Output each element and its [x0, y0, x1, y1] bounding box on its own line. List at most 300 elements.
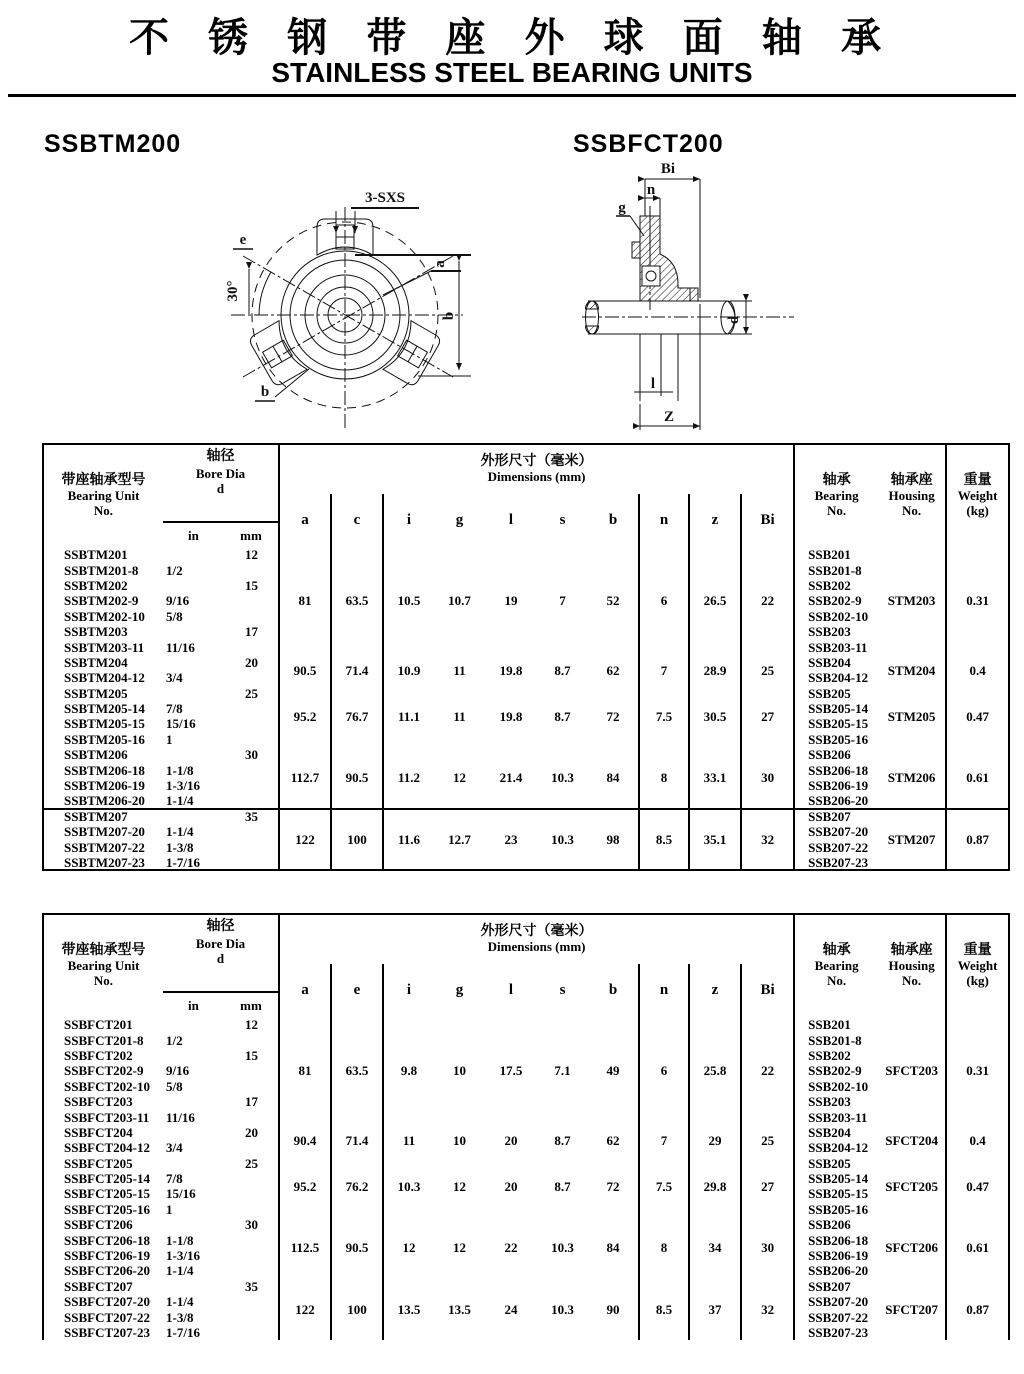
dim-g-cell: 10 [453, 1063, 467, 1079]
bore-in-cell: 1 [166, 1201, 173, 1217]
dim-i-cell: 9.8 [383, 1017, 434, 1125]
dim-a-cell: 95.2 [279, 686, 331, 748]
weight-cell: 0.31 [946, 547, 1009, 655]
bore-mm-cell [225, 1140, 279, 1155]
dim-a-cell: 112.5 [279, 1217, 331, 1279]
dim-label-3sxs: 3-SXS [364, 190, 406, 206]
bearing-no-cell: SSB205 [794, 1156, 878, 1171]
weight-cell: 0.4 [946, 655, 1009, 686]
dim-col-label: n [639, 494, 689, 547]
unit-no-cell: SSBFCT206 [64, 1217, 133, 1233]
dim-b-cell: 98 [588, 809, 639, 871]
weight-cell: 0.87 [946, 809, 1009, 871]
dim-col-label: a [279, 494, 331, 547]
dim-n-cell: 8 [639, 1217, 689, 1279]
bearing-no-cell: SSB206-19 [794, 778, 878, 793]
bore-mm-cell [225, 1186, 279, 1201]
unit-no-cell: SSBFCT201 [64, 1017, 133, 1033]
bore-mm-cell [225, 778, 279, 793]
dim-label-z: Z [663, 409, 675, 425]
dim-b-cell: 90 [606, 1301, 620, 1317]
dim-z-cell: 29.8 [689, 1156, 741, 1218]
unit-no-cell: SSBFCT205-16 [64, 1201, 150, 1217]
unit-no-cell: SSBFCT201-8 [64, 1032, 144, 1048]
dim-Bi-cell: 30 [741, 747, 794, 809]
bearing-no-cell: SSB206-18 [794, 762, 878, 777]
table-row [43, 655, 1009, 670]
bearing-no-cell: SSB205-15 [794, 716, 878, 731]
bore-mm-cell: 17 [245, 624, 258, 640]
dim-l-cell: 21.4 [499, 769, 523, 785]
dim-col-label: b [608, 512, 618, 529]
col-header-bore-dia: 轴径 Bore Dia d in mm [163, 444, 279, 547]
dim-a-cell: 81 [279, 547, 331, 655]
unit-no-cell: SSBFCT206-19 [64, 1248, 150, 1264]
unit-no-cell: SSBTM203 [64, 624, 128, 640]
dim-a-cell: 81 [279, 1017, 331, 1125]
bearing-no-cell: SSB203-11 [794, 1109, 878, 1124]
dim-s-cell: 8.7 [554, 708, 571, 724]
bearing-no-cell: SSB203-11 [794, 639, 878, 654]
dim-n-cell: 6 [639, 547, 689, 655]
unit-no-cell: SSBFCT203 [64, 1094, 133, 1110]
col-header-dimensions: 外形尺寸（毫米） Dimensions (mm) [279, 444, 794, 494]
bore-mm-cell [225, 1171, 279, 1186]
unit-no-cell: SSBTM205-16 [64, 731, 145, 747]
housing-no-cell: SFCT206 [885, 1240, 938, 1256]
dim-i-cell: 12 [383, 1217, 434, 1279]
bore-in-cell: 9/16 [166, 1063, 190, 1079]
unit-no-cell: SSBFCT203-11 [64, 1109, 150, 1125]
housing-no-cell: STM204 [887, 662, 936, 678]
bore-in-cell: 1/2 [166, 1032, 183, 1048]
bore-mm-cell [225, 593, 279, 608]
unit-no-cell: SSBTM202-10 [64, 608, 145, 624]
dim-col-label: l [508, 512, 514, 529]
bore-in-cell: 1-1/8 [166, 1232, 194, 1248]
bearing-no-cell: SSB205-16 [794, 732, 878, 747]
bearing-no-cell: SSB207-23 [794, 1325, 878, 1340]
table-row [43, 1017, 1009, 1032]
dim-e-cell: 63.5 [331, 1017, 383, 1125]
bore-mm-cell [225, 639, 279, 654]
dim-e-cell: 90.5 [331, 1217, 383, 1279]
bore-mm-cell: 12 [245, 547, 258, 563]
bore-in-cell: 1-3/8 [166, 1309, 194, 1325]
bearing-no-cell: SSB204 [794, 1125, 878, 1140]
housing-no-cell: STM206 [887, 769, 936, 785]
dim-col-label: z [689, 964, 741, 1017]
dim-col-label: Bi [741, 494, 794, 547]
bore-mm-cell: 15 [245, 577, 258, 593]
bore-mm-cell: 35 [245, 1278, 258, 1294]
page-title-cn: 不 锈 钢 带 座 外 球 面 轴 承 [128, 16, 896, 60]
dim-col-label: c [331, 494, 383, 547]
dim-z-cell: 34 [689, 1217, 741, 1279]
bearing-no-cell: SSB207-22 [794, 839, 878, 854]
bearing-no-cell: SSB202-10 [794, 1079, 878, 1094]
bore-in-cell [163, 578, 225, 593]
bearing-no-cell: SSB203 [794, 1094, 878, 1109]
table-row [43, 547, 1009, 562]
dim-g-cell: 12 [453, 1240, 467, 1256]
dim-s-cell: 10.3 [551, 1301, 574, 1317]
bore-mm-cell: 20 [245, 1124, 258, 1140]
bearing-no-cell: SSB207-23 [794, 855, 878, 870]
bore-in-cell [163, 686, 225, 701]
bore-in-cell [163, 1217, 225, 1232]
bore-mm-cell [225, 1232, 279, 1247]
bore-in-cell [163, 1017, 225, 1032]
dim-g-cell: 12 [453, 1178, 467, 1194]
bore-in-cell: 1 [166, 731, 173, 747]
dim-a-cell: 90.4 [279, 1125, 331, 1156]
dim-i-cell: 11.2 [383, 747, 434, 809]
dim-s-cell: 8.7 [554, 1178, 571, 1194]
bore-mm-cell [225, 1325, 279, 1340]
bearing-no-cell: SSB206-18 [794, 1232, 878, 1247]
unit-no-cell: SSBTM207-20 [64, 824, 145, 840]
bore-in-cell: 3/4 [166, 670, 183, 686]
bore-mm-cell [225, 716, 279, 731]
dim-l-cell: 19 [504, 593, 518, 609]
dim-l-cell: 22 [504, 1240, 518, 1256]
bearing-no-cell: SSB205-16 [794, 1202, 878, 1217]
housing-no-cell: SFCT204 [885, 1132, 938, 1148]
dim-c-cell: 100 [331, 809, 383, 871]
dim-l-cell: 24 [504, 1301, 518, 1317]
unit-no-cell: SSBTM207 [43, 809, 163, 824]
dim-a-cell: 90.5 [279, 655, 331, 686]
unit-no-cell: SSBFCT202 [64, 1047, 133, 1063]
bore-mm-cell: 30 [245, 747, 258, 763]
dim-label-a: a [432, 260, 448, 268]
bearing-no-cell: SSB206 [794, 1217, 878, 1232]
bore-mm-cell [225, 670, 279, 685]
unit-no-cell: SSBTM202 [64, 577, 128, 593]
dim-c-cell: 76.7 [331, 686, 383, 748]
dim-g-cell: 10.7 [448, 593, 471, 609]
ssbtm200-table [42, 443, 1010, 871]
housing-no-cell: STM207 [878, 809, 946, 871]
bore-in-cell: 15/16 [166, 1186, 196, 1202]
dim-i-cell: 11.6 [383, 809, 434, 871]
bearing-no-cell: SSB202 [794, 578, 878, 593]
dim-i-cell: 13.5 [383, 1279, 434, 1341]
bore-in-cell: 1-1/4 [166, 1263, 194, 1279]
unit-no-cell: SSBTM207-23 [64, 854, 145, 870]
bore-in-cell [163, 1125, 225, 1140]
bore-mm-cell [225, 1309, 279, 1324]
weight-cell: 0.47 [946, 686, 1009, 748]
bearing-no-cell: SSB204 [794, 655, 878, 670]
dim-col-label: s [559, 982, 566, 999]
bore-mm-cell [225, 1202, 279, 1217]
bore-in-cell: 15/16 [166, 716, 196, 732]
table-row [43, 686, 1009, 701]
dim-a-cell: 122 [279, 809, 331, 871]
dim-i-cell: 10.9 [383, 655, 434, 686]
bearing-no-cell: SSB205-15 [794, 1186, 878, 1201]
dim-z-cell: 37 [689, 1279, 741, 1341]
bearing-no-cell: SSB207 [794, 1279, 878, 1294]
dim-g-cell: 10 [453, 1132, 467, 1148]
dim-Bi-cell: 22 [741, 547, 794, 655]
bearing-no-cell: SSB204-12 [794, 670, 878, 685]
dim-l-cell: 17.5 [499, 1063, 523, 1079]
table-row [43, 1279, 1009, 1294]
bore-mm-cell [225, 1294, 279, 1309]
bore-in-cell: 1-1/4 [166, 793, 194, 808]
bore-in-cell [163, 1094, 225, 1109]
dim-label-g: g [618, 200, 626, 216]
bore-mm-cell [225, 855, 279, 870]
bore-mm-cell: 25 [245, 685, 258, 701]
bearing-no-cell: SSB201-8 [794, 562, 878, 577]
dim-n-cell: 7.5 [639, 1156, 689, 1218]
bore-mm-cell [225, 1063, 279, 1078]
bore-mm-cell: 25 [245, 1155, 258, 1171]
dim-n-cell: 7 [639, 655, 689, 686]
housing-no-cell: STM205 [887, 708, 936, 724]
unit-no-cell: SSBFCT206-18 [64, 1232, 150, 1248]
housing-no-cell: SFCT203 [885, 1063, 938, 1079]
unit-no-cell: SSBTM206 [64, 747, 128, 763]
dim-Bi-cell: 32 [741, 1279, 794, 1341]
dim-col-label: a [279, 964, 331, 1017]
unit-no-cell: SSBTM204-12 [64, 670, 145, 686]
dim-col-label: b [608, 982, 618, 999]
page-title-en: STAINLESS STEEL BEARING UNITS [271, 57, 753, 88]
bore-mm-cell [225, 1248, 279, 1263]
bore-mm-cell: 20 [245, 654, 258, 670]
col-header-dimensions: 外形尺寸（毫米） Dimensions (mm) [279, 914, 794, 964]
housing-no-cell: SFCT205 [885, 1178, 938, 1194]
dim-l-cell: 20 [504, 1132, 518, 1148]
table-row [43, 747, 1009, 762]
bore-in-cell: 7/8 [166, 701, 183, 717]
subcol-mm-label: mm [240, 997, 262, 1013]
dim-g-cell: 11 [453, 662, 466, 678]
unit-no-cell: SSBFCT207-20 [64, 1294, 150, 1310]
unit-no-cell: SSBTM206-20 [64, 793, 145, 808]
unit-no-cell: SSBTM202-9 [64, 593, 139, 609]
dim-z-cell: 26.5 [689, 547, 741, 655]
bore-in-cell: 1/2 [166, 562, 183, 578]
dim-Bi-cell: 22 [741, 1017, 794, 1125]
dim-i-cell: 10.3 [383, 1156, 434, 1218]
weight-cell: 0.61 [946, 747, 1009, 809]
dim-n-cell: 6 [639, 1017, 689, 1125]
dim-Bi-cell: 25 [741, 1125, 794, 1156]
title-divider [8, 94, 1016, 97]
ssbfct200-table [42, 913, 1010, 1340]
unit-no-cell: SSBFCT206-20 [64, 1263, 150, 1279]
dim-z-cell: 25.8 [689, 1017, 741, 1125]
bore-in-cell [163, 547, 225, 562]
dim-label-30deg: 30° [225, 280, 241, 302]
bore-in-cell [163, 1048, 225, 1063]
dim-n-cell: 8 [639, 747, 689, 809]
weight-cell: 0.31 [946, 1017, 1009, 1125]
bore-mm-cell [225, 732, 279, 747]
unit-no-cell: SSBFCT204-12 [64, 1140, 150, 1156]
dim-l-cell: 19.8 [499, 708, 523, 724]
section-label-ssbtm200: SSBTM200 [44, 130, 182, 158]
dim-Bi-cell: 27 [741, 1156, 794, 1218]
bore-in-cell [163, 809, 225, 824]
dim-Bi-cell: 25 [741, 655, 794, 686]
bore-mm-cell: 17 [245, 1094, 258, 1110]
dim-label-b-side: b [441, 311, 457, 321]
bore-mm-cell [225, 793, 279, 808]
bearing-no-cell: SSB206-20 [794, 1263, 878, 1278]
table-row [43, 1156, 1009, 1171]
unit-no-cell: SSBTM204 [64, 654, 128, 670]
dim-c-cell: 90.5 [331, 747, 383, 809]
bearing-no-cell: SSB205-14 [794, 701, 878, 716]
dim-col-label: g [455, 512, 464, 529]
bore-in-cell [163, 624, 225, 639]
unit-no-cell: SSBFCT202-9 [64, 1063, 144, 1079]
dim-b-cell: 52 [606, 593, 620, 609]
unit-no-cell: SSBTM201 [64, 547, 128, 563]
dim-i-cell: 11 [383, 1125, 434, 1156]
dim-b-cell: 62 [606, 662, 620, 678]
bore-in-cell: 11/16 [166, 639, 195, 655]
unit-no-cell: SSBTM207-22 [64, 839, 145, 855]
bearing-no-cell: SSB207-22 [794, 1309, 878, 1324]
dim-e-cell: 100 [331, 1279, 383, 1341]
ssbtm200-drawing [213, 183, 495, 435]
dim-col-label: e [331, 964, 383, 1017]
bearing-no-cell: SSB203 [794, 624, 878, 639]
dim-s-cell: 10.3 [551, 769, 574, 785]
unit-no-cell: SSBTM205 [64, 685, 128, 701]
col-header-bearing-no: 轴承 Bearing No. [794, 444, 878, 547]
unit-no-cell: SSBTM201-8 [64, 562, 139, 578]
bearing-no-cell: SSB201 [794, 1017, 878, 1032]
dim-b-cell: 72 [606, 1178, 620, 1194]
dim-s-cell: 10.3 [537, 809, 588, 871]
dim-s-cell: 10.3 [551, 1240, 574, 1256]
unit-no-cell: SSBFCT205-14 [64, 1171, 150, 1187]
dim-s-cell: 8.7 [554, 662, 571, 678]
dim-a-cell: 95.2 [279, 1156, 331, 1218]
bore-in-cell: 1-1/8 [166, 762, 194, 778]
subcol-in-label: in [188, 527, 199, 543]
unit-no-cell: SSBTM206-19 [64, 778, 145, 794]
bore-mm-cell: 35 [225, 809, 279, 824]
unit-no-cell: SSBFCT207 [64, 1278, 133, 1294]
bore-mm-cell: 30 [245, 1217, 258, 1233]
dim-l-cell: 23 [485, 809, 537, 871]
dim-col-label: l [508, 982, 514, 999]
dim-g-cell: 12.7 [434, 809, 485, 871]
subcol-in-label: in [188, 997, 199, 1013]
bore-mm-cell [225, 562, 279, 577]
housing-no-cell: STM203 [887, 593, 936, 609]
bearing-no-cell: SSB206 [794, 747, 878, 762]
bore-mm-cell [225, 1032, 279, 1047]
dim-n-cell: 7 [639, 1125, 689, 1156]
dim-b-cell: 72 [606, 708, 620, 724]
subcol-mm-label: mm [240, 527, 262, 543]
weight-cell: 0.47 [946, 1156, 1009, 1218]
bore-mm-cell [225, 762, 279, 777]
bearing-no-cell: SSB207-20 [794, 1294, 878, 1309]
col-header-bearing-unit: 带座轴承型号 Bearing Unit No. [61, 943, 146, 989]
dim-l-cell: 19.8 [499, 662, 523, 678]
dim-b-cell: 49 [606, 1063, 620, 1079]
col-header-housing-no: 轴承座 Housing No. [888, 473, 935, 519]
dim-c-cell: 63.5 [331, 547, 383, 655]
unit-no-cell: SSBFCT205 [64, 1155, 133, 1171]
bore-mm-cell [225, 609, 279, 624]
dim-l-cell: 20 [504, 1178, 518, 1194]
dim-e-cell: 71.4 [331, 1125, 383, 1156]
dim-Bi-cell: 27 [741, 686, 794, 748]
unit-no-cell: SSBFCT207-23 [64, 1325, 150, 1340]
table-row [43, 1125, 1009, 1140]
bearing-no-cell: SSB207-20 [794, 824, 878, 839]
dim-z-cell: 30.5 [689, 686, 741, 748]
table-header [43, 914, 1009, 1017]
col-header-weight: 重量 Weight (kg) [946, 914, 1009, 1017]
dim-a-cell: 112.7 [279, 747, 331, 809]
dim-n-cell: 8.5 [639, 809, 689, 871]
unit-no-cell: SSBTM206-18 [64, 762, 145, 778]
dim-g-cell: 11 [453, 708, 466, 724]
col-header-bore-dia: 轴径 Bore Dia d in mm [163, 914, 279, 1017]
unit-no-cell: SSBTM205-15 [64, 716, 145, 732]
dim-s-cell: 7.1 [554, 1063, 571, 1079]
dim-c-cell: 71.4 [331, 655, 383, 686]
bore-in-cell: 1-3/16 [166, 1248, 200, 1264]
dim-z-cell: 29 [689, 1125, 741, 1156]
table-header [43, 444, 1009, 547]
bore-mm-cell: 15 [245, 1047, 258, 1063]
bore-in-cell: 1-1/4 [166, 1294, 194, 1310]
dim-z-cell: 35.1 [689, 809, 741, 871]
bore-in-cell [163, 747, 225, 762]
bearing-no-cell: SSB207 [794, 809, 878, 824]
table-row [43, 1217, 1009, 1232]
dim-s-cell: 7 [559, 593, 566, 609]
col-header-weight: 重量 Weight (kg) [946, 444, 1009, 547]
bore-mm-cell [225, 839, 279, 854]
bore-in-cell: 1-3/16 [166, 778, 200, 794]
col-header-bearing-no: 轴承 Bearing No. [794, 914, 878, 1017]
dim-col-label: i [383, 964, 434, 1017]
bore-in-cell: 9/16 [166, 593, 190, 609]
bearing-no-cell: SSB202-9 [794, 593, 878, 608]
unit-no-cell: SSBFCT204 [64, 1124, 133, 1140]
bearing-no-cell: SSB205-14 [794, 1171, 878, 1186]
bearing-no-cell: SSB204-12 [794, 1140, 878, 1155]
bore-mm-cell [225, 1263, 279, 1278]
dim-i-cell: 10.5 [383, 547, 434, 655]
bearing-no-cell: SSB206-19 [794, 1248, 878, 1263]
bore-mm-cell [225, 824, 279, 839]
dim-b-cell: 84 [606, 1240, 620, 1256]
bore-in-cell: 5/8 [166, 1078, 183, 1094]
bearing-no-cell: SSB202-9 [794, 1063, 878, 1078]
unit-no-cell: SSBFCT202-10 [64, 1078, 150, 1094]
dim-col-label: i [383, 494, 434, 547]
dim-s-cell: 8.7 [554, 1132, 571, 1148]
col-header-bearing-unit: 带座轴承型号 Bearing Unit No. [61, 473, 146, 519]
